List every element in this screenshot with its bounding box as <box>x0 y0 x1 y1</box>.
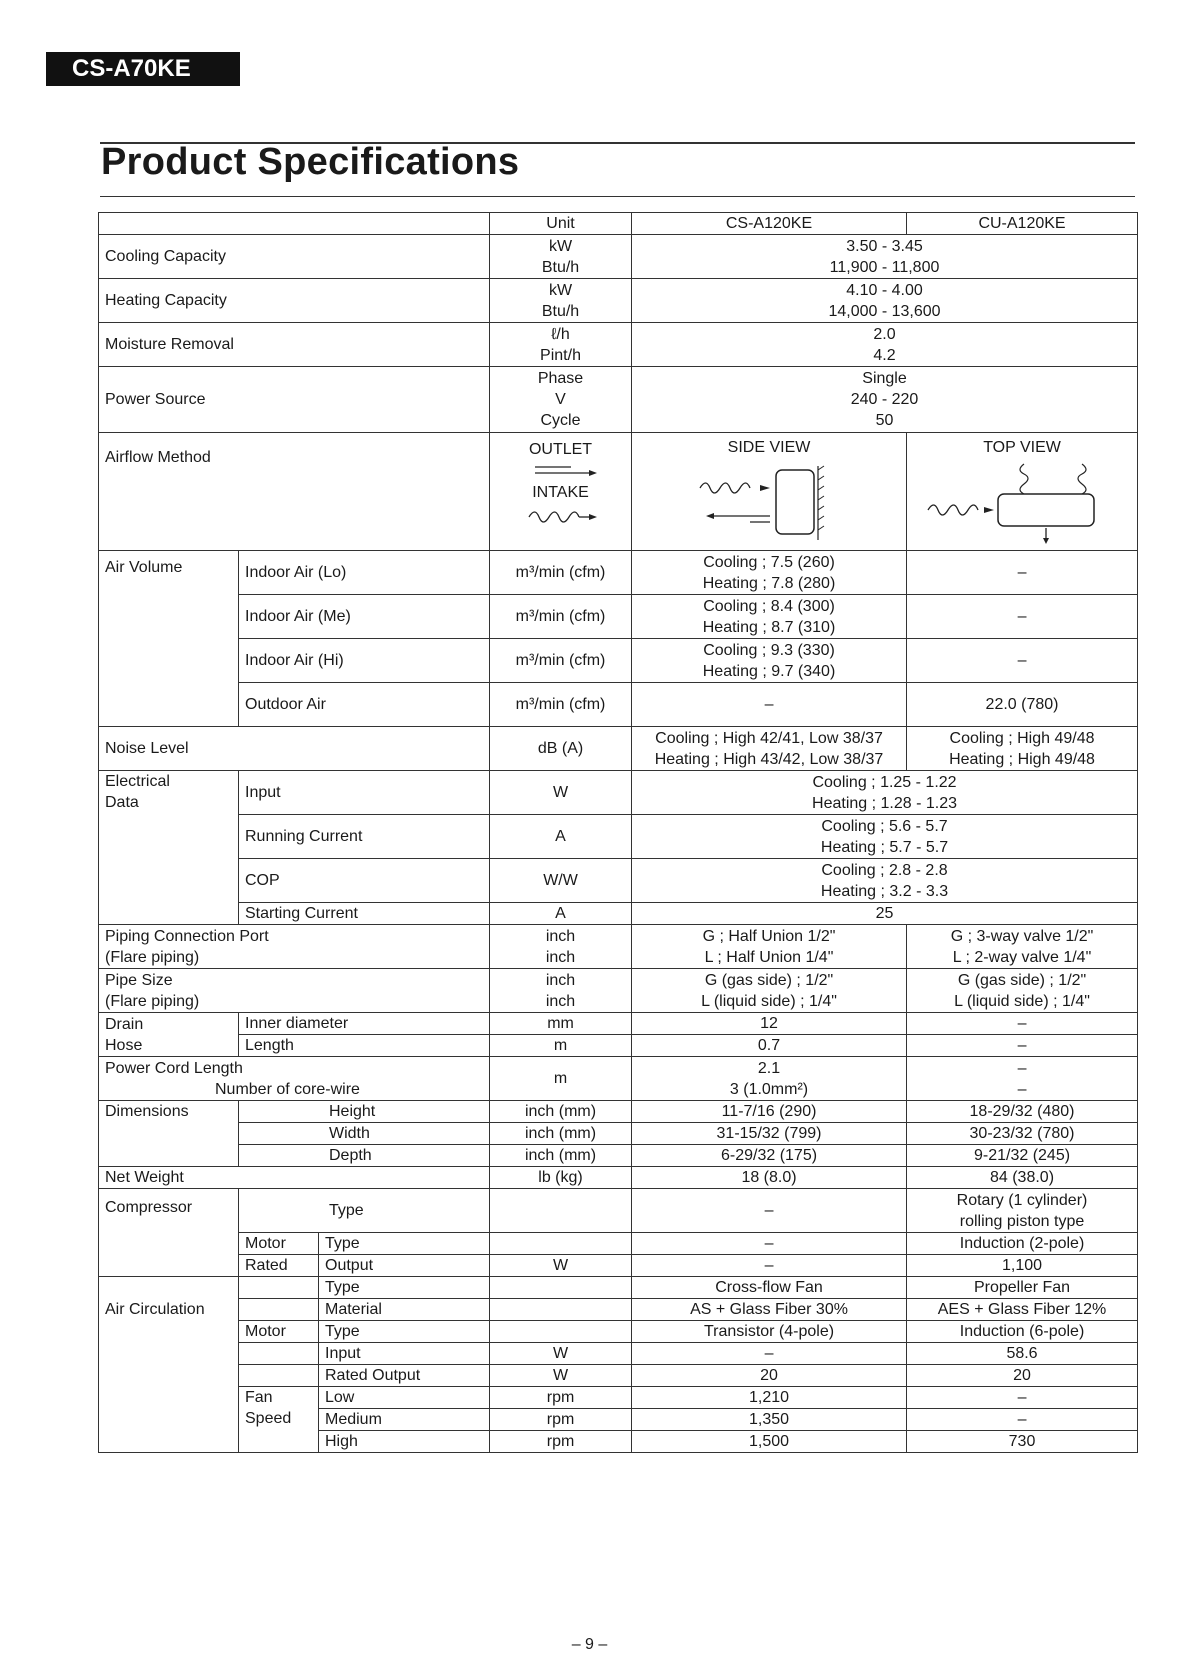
compressor-type-row <box>99 1189 1138 1233</box>
input-cooling: Cooling ; 1.25 - 1.22 <box>812 773 957 791</box>
fan-high-indoor: 1,500 <box>632 1431 907 1453</box>
pipe-size-unit-1: inch <box>545 971 576 989</box>
top-view-label: TOP VIEW <box>983 439 1061 456</box>
core-wire-label: Number of core-wire <box>215 1080 360 1098</box>
dim-height-outdoor: 18-29/32 (480) <box>907 1101 1138 1123</box>
heating-unit-1: kW <box>548 281 573 299</box>
drain-length-value: 0.7 <box>632 1035 907 1057</box>
core-wire-count: 3 (1.0mm²) <box>729 1080 809 1098</box>
piping-unit-2: inch <box>545 948 576 966</box>
cooling-value-2: 11,900 - 11,800 <box>829 258 940 276</box>
compressor-type-indoor: – <box>632 1189 907 1233</box>
cooling-unit-1: kW <box>548 237 573 255</box>
unit-header: Unit <box>490 213 632 235</box>
aircirc-input-outdoor: 58.6 <box>907 1343 1138 1365</box>
lo-cooling: Cooling ; 7.5 (260) <box>703 553 835 571</box>
noise-outdoor-cooling: Cooling ; High 49/48 <box>949 729 1095 747</box>
intake-label: INTAKE <box>532 484 589 501</box>
heating-capacity-label: Heating Capacity <box>99 279 490 323</box>
lo-outdoor: – <box>907 551 1138 595</box>
compressor-rated-row <box>99 1255 1138 1277</box>
dim-depth-outdoor: 9-21/32 (245) <box>907 1145 1138 1167</box>
compressor-type-1: Rotary (1 cylinder) <box>956 1191 1088 1209</box>
compressor-motor-row <box>99 1233 1138 1255</box>
dim-width-outdoor: 30-23/32 (780) <box>907 1123 1138 1145</box>
fan-low-indoor: 1,210 <box>632 1387 907 1409</box>
compressor-motor-indoor: – <box>632 1233 907 1255</box>
fan-high-unit: rpm <box>490 1431 632 1453</box>
cop-cooling: Cooling ; 2.8 - 2.8 <box>821 861 948 879</box>
moisture-unit-2: Pint/h <box>540 346 581 364</box>
header-row <box>99 213 1138 235</box>
power-value-2: 240 - 220 <box>850 391 919 408</box>
intake-wave-icon <box>521 503 601 531</box>
aircirc-material-outdoor: AES + Glass Fiber 12% <box>907 1299 1138 1321</box>
electrical-input-unit: W <box>490 771 632 815</box>
fan-medium-outdoor: – <box>907 1409 1138 1431</box>
drain-length-label: Length <box>239 1035 490 1057</box>
cop-heating: Heating ; 3.2 - 3.3 <box>820 882 949 900</box>
outlet-arrow-icon <box>521 460 601 482</box>
aircirc-rated-label: Rated Output <box>319 1365 490 1387</box>
power-cord-label: Power Cord Length <box>105 1059 243 1077</box>
indoor-model-header: CS-A120KE <box>632 213 907 235</box>
pipe-size-indoor-gas: G (gas side) ; 1/2" <box>704 971 834 989</box>
moisture-value-2: 4.2 <box>873 346 896 364</box>
aircirc-type-indoor: Cross-flow Fan <box>632 1277 907 1299</box>
cooling-capacity-row <box>99 235 1138 279</box>
air-volume-hi-row <box>99 639 1138 683</box>
drain-inner-label: Inner diameter <box>239 1013 490 1035</box>
aircirc-input-row <box>99 1343 1138 1365</box>
power-cord-outdoor-1: – <box>1017 1059 1027 1077</box>
moisture-unit-1: ℓ/h <box>551 325 570 343</box>
fan-high-outdoor: 730 <box>907 1431 1138 1453</box>
moisture-label: Moisture Removal <box>99 323 490 367</box>
power-value-1: Single <box>862 370 907 387</box>
indoor-lo-label: Indoor Air (Lo) <box>239 551 490 595</box>
starting-current-label: Starting Current <box>239 903 490 925</box>
outlet-label: OUTLET <box>528 441 593 458</box>
electrical-label-2: Data <box>105 794 139 811</box>
net-weight-indoor: 18 (8.0) <box>632 1167 907 1189</box>
drain-label-2: Hose <box>105 1036 143 1054</box>
airflow-label: Airflow Method <box>99 433 490 551</box>
aircirc-input-unit: W <box>490 1343 632 1365</box>
airflow-row <box>99 433 1138 551</box>
dim-depth-row <box>99 1145 1138 1167</box>
dimensions-label: Dimensions <box>99 1101 239 1167</box>
air-volume-outdoor-unit: m³/min (cfm) <box>490 683 632 727</box>
noise-label: Noise Level <box>99 727 490 771</box>
heating-unit-2: Btu/h <box>541 302 580 320</box>
net-weight-unit: lb (kg) <box>490 1167 632 1189</box>
noise-row <box>99 727 1138 771</box>
starting-current-row <box>99 903 1138 925</box>
power-value-3: 50 <box>875 412 894 429</box>
aircirc-material-row <box>99 1299 1138 1321</box>
aircirc-motor-indoor: Transistor (4-pole) <box>632 1321 907 1343</box>
model-badge: CS-A70KE <box>46 52 240 86</box>
fan-speed-label-2: Speed <box>245 1410 292 1427</box>
compressor-type-2: rolling piston type <box>959 1212 1085 1230</box>
hi-cooling: Cooling ; 9.3 (330) <box>703 641 835 659</box>
aircirc-type-outdoor: Propeller Fan <box>907 1277 1138 1299</box>
net-weight-row <box>99 1167 1138 1189</box>
air-volume-label: Air Volume <box>99 551 239 727</box>
pipe-size-label-1: Pipe Size <box>105 971 173 989</box>
dim-height-unit: inch (mm) <box>490 1101 632 1123</box>
air-volume-me-row <box>99 595 1138 639</box>
fan-speed-label-1: Fan <box>245 1389 273 1406</box>
compressor-motor-outdoor: Induction (2-pole) <box>907 1233 1138 1255</box>
running-current-unit: A <box>490 815 632 859</box>
cop-unit: W/W <box>490 859 632 903</box>
noise-indoor-heating: Heating ; High 43/42, Low 38/37 <box>654 750 884 768</box>
aircirc-rated-row <box>99 1365 1138 1387</box>
spec-table <box>98 212 1138 1453</box>
pipe-size-indoor-liquid: L (liquid side) ; 1/4" <box>701 992 837 1010</box>
fan-low-label: Low <box>319 1387 490 1409</box>
electrical-input-row <box>99 771 1138 815</box>
power-cord-row <box>99 1057 1138 1101</box>
moisture-row <box>99 323 1138 367</box>
piping-port-row <box>99 925 1138 969</box>
heating-value-1: 4.10 - 4.00 <box>846 281 923 299</box>
page-title: Product Specifications <box>101 141 520 183</box>
outdoor-air-label: Outdoor Air <box>239 683 490 727</box>
power-cord-outdoor-2: – <box>1017 1080 1027 1098</box>
top-view-diagram-icon <box>922 458 1122 544</box>
running-current-label: Running Current <box>239 815 490 859</box>
dim-height-label: Height <box>239 1101 490 1123</box>
cop-row <box>99 859 1138 903</box>
fan-low-unit: rpm <box>490 1387 632 1409</box>
pipe-size-unit-2: inch <box>545 992 576 1010</box>
pipe-size-row <box>99 969 1138 1013</box>
aircirc-rated-unit: W <box>490 1365 632 1387</box>
aircirc-input-label: Input <box>319 1343 490 1365</box>
aircirc-motor-label: Motor <box>239 1321 319 1343</box>
fan-medium-unit: rpm <box>490 1409 632 1431</box>
lo-heating: Heating ; 7.8 (280) <box>702 574 836 592</box>
fan-high-label: High <box>319 1431 490 1453</box>
drain-label-1: Drain <box>105 1015 144 1033</box>
compressor-motor-label: Motor <box>239 1233 319 1255</box>
running-current-row <box>99 815 1138 859</box>
compressor-rated-unit: W <box>490 1255 632 1277</box>
dim-depth-label: Depth <box>239 1145 490 1167</box>
me-cooling: Cooling ; 8.4 (300) <box>703 597 835 615</box>
electrical-label-1: Electrical <box>105 773 170 790</box>
aircirc-rated-indoor: 20 <box>632 1365 907 1387</box>
aircirc-material-label: Material <box>319 1299 490 1321</box>
noise-outdoor-heating: Heating ; High 49/48 <box>949 750 1095 768</box>
outdoor-air-value: 22.0 (780) <box>907 683 1138 727</box>
net-weight-outdoor: 84 (38.0) <box>907 1167 1138 1189</box>
piping-indoor-liquid: L ; Half Union 1/4" <box>704 948 834 966</box>
heating-capacity-row <box>99 279 1138 323</box>
heating-value-2: 14,000 - 13,600 <box>828 302 941 320</box>
compressor-label: Compressor <box>99 1189 239 1277</box>
fan-speed-low-row <box>99 1387 1138 1409</box>
fan-low-outdoor: – <box>907 1387 1138 1409</box>
cooling-value-1: 3.50 - 3.45 <box>846 237 923 255</box>
air-volume-hi-unit: m³/min (cfm) <box>490 639 632 683</box>
drain-inner-row <box>99 1013 1138 1035</box>
aircirc-material-indoor: AS + Glass Fiber 30% <box>632 1299 907 1321</box>
noise-unit: dB (A) <box>490 727 632 771</box>
noise-indoor-cooling: Cooling ; High 42/41, Low 38/37 <box>655 729 883 747</box>
indoor-hi-label: Indoor Air (Hi) <box>239 639 490 683</box>
compressor-rated-outdoor: 1,100 <box>907 1255 1138 1277</box>
page-number: – 9 – <box>571 1636 608 1653</box>
power-source-row <box>99 367 1138 433</box>
dim-width-label: Width <box>239 1123 490 1145</box>
pipe-size-label-2: (Flare piping) <box>105 992 200 1010</box>
hi-outdoor: – <box>907 639 1138 683</box>
dim-width-indoor: 31-15/32 (799) <box>632 1123 907 1145</box>
power-cord-length: 2.1 <box>757 1059 781 1077</box>
piping-outdoor-gas: G ; 3-way valve 1/2" <box>950 927 1094 945</box>
power-unit-2: V <box>555 391 566 408</box>
power-source-label: Power Source <box>99 367 490 433</box>
compressor-output-label: Output <box>319 1255 490 1277</box>
starting-current-unit: A <box>490 903 632 925</box>
outdoor-air-indoor: – <box>632 683 907 727</box>
piping-port-label-1: Piping Connection Port <box>105 927 269 945</box>
compressor-type-label: Type <box>239 1189 490 1233</box>
dim-width-row <box>99 1123 1138 1145</box>
running-heating: Heating ; 5.7 - 5.7 <box>820 838 949 856</box>
indoor-me-label: Indoor Air (Me) <box>239 595 490 639</box>
dim-height-row <box>99 1101 1138 1123</box>
drain-inner-outdoor: – <box>907 1013 1138 1035</box>
aircirc-motor-row <box>99 1321 1138 1343</box>
aircirc-rated-outdoor: 20 <box>907 1365 1138 1387</box>
power-unit-1: Phase <box>537 370 584 387</box>
air-volume-lo-unit: m³/min (cfm) <box>490 551 632 595</box>
drain-length-outdoor: – <box>907 1035 1138 1057</box>
aircirc-motor-type-label: Type <box>319 1321 490 1343</box>
air-volume-me-unit: m³/min (cfm) <box>490 595 632 639</box>
drain-inner-value: 12 <box>632 1013 907 1035</box>
air-circulation-label: Air Circulation <box>99 1277 239 1453</box>
piping-indoor-gas: G ; Half Union 1/2" <box>702 927 836 945</box>
aircirc-motor-outdoor: Induction (6-pole) <box>907 1321 1138 1343</box>
dim-width-unit: inch (mm) <box>490 1123 632 1145</box>
drain-length-unit: m <box>490 1035 632 1057</box>
drain-inner-unit: mm <box>490 1013 632 1035</box>
pipe-size-outdoor-liquid: L (liquid side) ; 1/4" <box>954 992 1090 1010</box>
fan-medium-label: Medium <box>319 1409 490 1431</box>
me-heating: Heating ; 8.7 (310) <box>702 618 836 636</box>
pipe-size-outdoor-gas: G (gas side) ; 1/2" <box>957 971 1087 989</box>
outdoor-model-header: CU-A120KE <box>907 213 1138 235</box>
title-rule-bottom <box>100 196 1135 197</box>
header-blank <box>99 213 490 235</box>
aircirc-type-row <box>99 1277 1138 1299</box>
drain-length-row <box>99 1035 1138 1057</box>
compressor-motor-type-label: Type <box>319 1233 490 1255</box>
cop-label: COP <box>239 859 490 903</box>
side-view-label: SIDE VIEW <box>727 439 811 456</box>
side-view-diagram-icon <box>674 458 864 544</box>
air-volume-lo-row <box>99 551 1138 595</box>
starting-current-value: 25 <box>632 903 1138 925</box>
compressor-rated-indoor: – <box>632 1255 907 1277</box>
net-weight-label: Net Weight <box>99 1167 490 1189</box>
compressor-rated-label: Rated <box>239 1255 319 1277</box>
piping-outdoor-liquid: L ; 2-way valve 1/4" <box>952 948 1092 966</box>
me-outdoor: – <box>907 595 1138 639</box>
cooling-unit-2: Btu/h <box>541 258 580 276</box>
input-heating: Heating ; 1.28 - 1.23 <box>812 794 957 812</box>
power-cord-unit: m <box>490 1057 632 1101</box>
cooling-capacity-label: Cooling Capacity <box>99 235 490 279</box>
running-cooling: Cooling ; 5.6 - 5.7 <box>821 817 948 835</box>
dim-height-indoor: 11-7/16 (290) <box>632 1101 907 1123</box>
fan-medium-indoor: 1,350 <box>632 1409 907 1431</box>
aircirc-type-label: Type <box>319 1277 490 1299</box>
dim-depth-indoor: 6-29/32 (175) <box>632 1145 907 1167</box>
moisture-value-1: 2.0 <box>873 325 896 343</box>
piping-port-label-2: (Flare piping) <box>105 948 200 966</box>
hi-heating: Heating ; 9.7 (340) <box>702 662 836 680</box>
piping-unit-1: inch <box>545 927 576 945</box>
power-unit-3: Cycle <box>540 412 581 429</box>
aircirc-input-indoor: – <box>632 1343 907 1365</box>
air-volume-outdoor-row <box>99 683 1138 727</box>
electrical-input-label: Input <box>239 771 490 815</box>
dim-depth-unit: inch (mm) <box>490 1145 632 1167</box>
